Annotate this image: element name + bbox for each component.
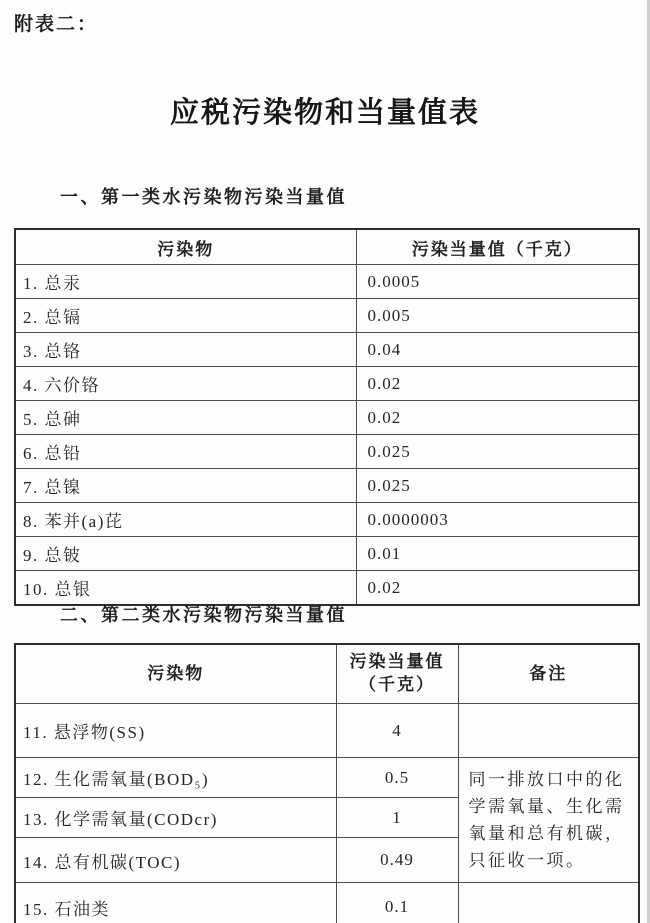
pollutant-value: 0.01 [356, 537, 639, 571]
merged-remark-cell: 同一排放口中的化学需氧量、生化需氧量和总有机碳，只征收一项。 [458, 758, 639, 883]
table-row [15, 265, 639, 299]
pollutant-name: 11. 悬浮物(SS) [15, 704, 336, 758]
remark-cell-empty [458, 883, 639, 923]
section2-heading: 二、第二类水污染物污染当量值 [60, 605, 347, 625]
pollutant-value: 0.0000003 [356, 503, 639, 537]
table1-col-pollutant-header: 污染物 [15, 229, 356, 265]
table2-header-row [15, 644, 639, 704]
table-row [15, 299, 639, 333]
table-row [15, 333, 639, 367]
table-row [15, 704, 639, 758]
table-row [15, 469, 639, 503]
pollutant-value: 0.5 [336, 758, 458, 798]
pollutant-value: 0.1 [336, 883, 458, 923]
table-row [15, 758, 639, 798]
table-row [15, 571, 639, 606]
pollutant-value: 4 [336, 704, 458, 758]
table-row [15, 883, 639, 923]
pollutant-value: 0.025 [356, 469, 639, 503]
pollutant-value: 0.49 [336, 838, 458, 883]
pollutant-value: 0.0005 [356, 265, 639, 299]
pollutant-name: 5. 总砷 [15, 401, 356, 435]
table-row [15, 537, 639, 571]
pollutant-name: 15. 石油类 [15, 883, 336, 923]
pollutant-name: 13. 化学需氧量(CODcr) [15, 798, 336, 838]
pollutant-name: 14. 总有机碳(TOC) [15, 838, 336, 883]
section1-heading: 一、第一类水污染物污染当量值 [60, 187, 347, 207]
value-header-line1: 污染当量值 [349, 652, 445, 672]
remark-cell-empty [458, 704, 639, 758]
table1-header-row [15, 229, 639, 265]
table-row [15, 435, 639, 469]
pollutant-name: 3. 总铬 [15, 333, 356, 367]
table1-col-value-header: 污染当量值（千克） [356, 229, 639, 265]
table2-col-pollutant-header: 污染物 [15, 644, 336, 704]
pollutant-name: 7. 总镍 [15, 469, 356, 503]
table2-col-value-header [336, 644, 458, 704]
table2-col-remark-header: 备注 [458, 644, 639, 704]
table-row [15, 367, 639, 401]
appendix-label: 附表二： [14, 14, 99, 35]
pollutant-name: 9. 总铍 [15, 537, 356, 571]
table-row [15, 401, 639, 435]
pollutant-name: 4. 六价铬 [15, 367, 356, 401]
class2-water-pollutant-table [14, 643, 640, 923]
table-row [15, 503, 639, 537]
pollutant-value: 1 [336, 798, 458, 838]
pollutant-value: 0.02 [356, 571, 639, 606]
pollutant-value: 0.04 [356, 333, 639, 367]
pollutant-name: 2. 总镉 [15, 299, 356, 333]
pollutant-value: 0.025 [356, 435, 639, 469]
pollutant-value: 0.02 [356, 401, 639, 435]
page-title: 应税污染物和当量值表 [169, 97, 480, 129]
pollutant-value: 0.02 [356, 367, 639, 401]
pollutant-name: 12. 生化需氧量(BOD₅) [15, 758, 336, 798]
pollutant-value: 0.005 [356, 299, 639, 333]
pollutant-name: 10. 总银 [15, 571, 356, 606]
value-header-line2: （千克） [359, 675, 435, 694]
pollutant-name: 8. 苯并(a)芘 [15, 503, 356, 537]
class1-water-pollutant-table [14, 228, 640, 606]
pollutant-name: 6. 总铅 [15, 435, 356, 469]
pollutant-name: 1. 总汞 [15, 265, 356, 299]
